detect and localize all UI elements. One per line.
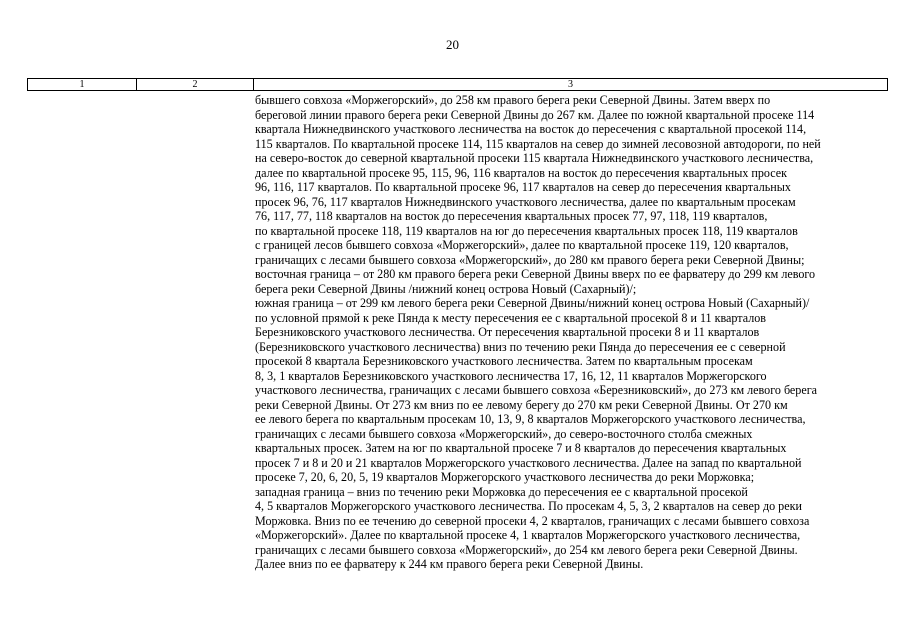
text-line: далее по квартальной просеке 95, 115, 96, 116 кварталов на восток до пересечения квартальных просек: [255, 165, 788, 180]
boundary-description-text: [255, 93, 885, 572]
text-line: 76, 117, 77, 118 кварталов на восток до пересечения квартальных просек 77, 97, 118, 119 кварталов,: [255, 209, 768, 223]
text-line: реки Северной Двины. От 273 км вниз по ее левому берегу до 270 км реки Северной Двины. От 270 км: [255, 397, 788, 412]
text-line: «Моржегорский». Далее по квартальной просеке 4, 1 кварталов Моржегорского участкового лесничества,: [255, 528, 801, 542]
text-line: Моржовка. Вниз по ее течению до северной просеки 4, 2 кварталов, граничащих с лесами бывшего совхоза: [255, 513, 810, 528]
text-line: 4, 5 кварталов Моржегорского участкового лесничества. По просекам 4, 5, 3, 2 кварталов на север до реки: [255, 499, 802, 513]
page-number: 20: [446, 37, 459, 52]
text-line: бывшего совхоза «Моржегорский», до 258 км правого берега реки Северной Двины. Затем вверх по: [255, 93, 771, 107]
column-header-2: 2: [137, 79, 254, 91]
header-row: [28, 79, 888, 91]
text-line: южная граница – от 299 км левого берега реки Северной Двины/нижний конец острова Новый (Сахарный)/: [255, 296, 810, 310]
text-line: береговой линии правого берега реки Северной Двины до 267 км. Далее по южной квартальной просеке 114: [255, 107, 815, 122]
column-header-table: [27, 78, 888, 91]
text-line: просек 7 и 8 и 20 и 21 кварталов Моржегорского участкового лесничества. Далее на запад по квартальной: [255, 455, 802, 470]
text-line: восточная граница – от 280 км правого берега реки Северной Двины вверх по ее фарватеру до 299 км левого: [255, 267, 816, 281]
text-line: берега реки Северной Двины /нижний конец острова Новый (Сахарный)/;: [255, 281, 637, 296]
text-line: граничащих с лесами бывшего совхоза «Моржегорский», до 280 км правого берега реки Северной Двины;: [255, 252, 805, 267]
text-line: Березниковского участкового лесничества. От пересечения квартальной просеки 8 и 11 кварталов: [255, 325, 760, 339]
text-line: 96, 116, 117 кварталов. По квартальной просеке 96, 117 кварталов на север до пересечения квартальных: [255, 180, 791, 194]
text-line: просек 96, 76, 117 кварталов Нижнедвинского участкового лесничества, далее по квартальным просекам: [255, 194, 796, 209]
text-line: по условной прямой к реке Пянда к месту пересечения ее с квартальной просекой 8 и 11 кварталов: [255, 310, 767, 325]
text-line: квартальных просек. Затем на юг по квартальной просеке 7 и 8 кварталов до пересечения квартальных: [255, 441, 787, 455]
text-line: граничащих с лесами бывшего совхоза «Моржегорский», до северо-восточного столба смежных: [255, 426, 753, 441]
column-header-3: 3: [254, 79, 888, 91]
text-line: западная граница – вниз по течению реки Моржовка до пересечения ее с квартальной просекой: [255, 484, 748, 499]
text-line: просекой 8 квартала Березниковского участкового лесничества. Затем по квартальным просекам: [255, 354, 753, 368]
text-line: (Березниковского участкового лесничества) вниз по течению реки Пянда до пересечения ее с северной: [255, 339, 786, 354]
text-line: квартала Нижнедвинского участкового лесничества на восток до пересечения с квартальной просекой 114,: [255, 122, 807, 136]
column-header-1: 1: [28, 79, 137, 91]
text-line: просеке 7, 20, 6, 20, 5, 19 кварталов Моржегорского участкового лесничества до реки Моржовка;: [255, 470, 755, 484]
text-line: граничащих с лесами бывшего совхоза «Моржегорский», до 254 км левого берега реки Северной Двины.: [255, 542, 798, 557]
text-line: 8, 3, 1 кварталов Березниковского участкового лесничества 17, 16, 12, 11 кварталов Моржегорского: [255, 368, 767, 383]
text-line: 115 кварталов. По квартальной просеке 114, 115 кварталов на север до зимней лесовозной автодороги, по ней: [255, 136, 821, 151]
text-line: ее левого берега по квартальным просекам 10, 13, 9, 8 кварталов Моржегорского участкового лесничества,: [255, 412, 806, 426]
text-line: Далее вниз по ее фарватеру к 244 км правого берега реки Северной Двины.: [255, 557, 644, 571]
text-line: на северо-восток до северной квартальной просеки 115 квартала Нижнедвинского участкового лесничества,: [255, 151, 814, 165]
text-line: по квартальной просеке 118, 119 кварталов на юг до пересечения квартальных просек 118, 119 кварталов: [255, 223, 798, 238]
text-line: участкового лесничества, граничащих с лесами бывшего совхоза «Березниковский», до 273 км левого берега: [255, 383, 818, 397]
text-line: с границей лесов бывшего совхоза «Моржегорский», далее по квартальной просеке 119, 120 кварталов,: [255, 238, 789, 252]
